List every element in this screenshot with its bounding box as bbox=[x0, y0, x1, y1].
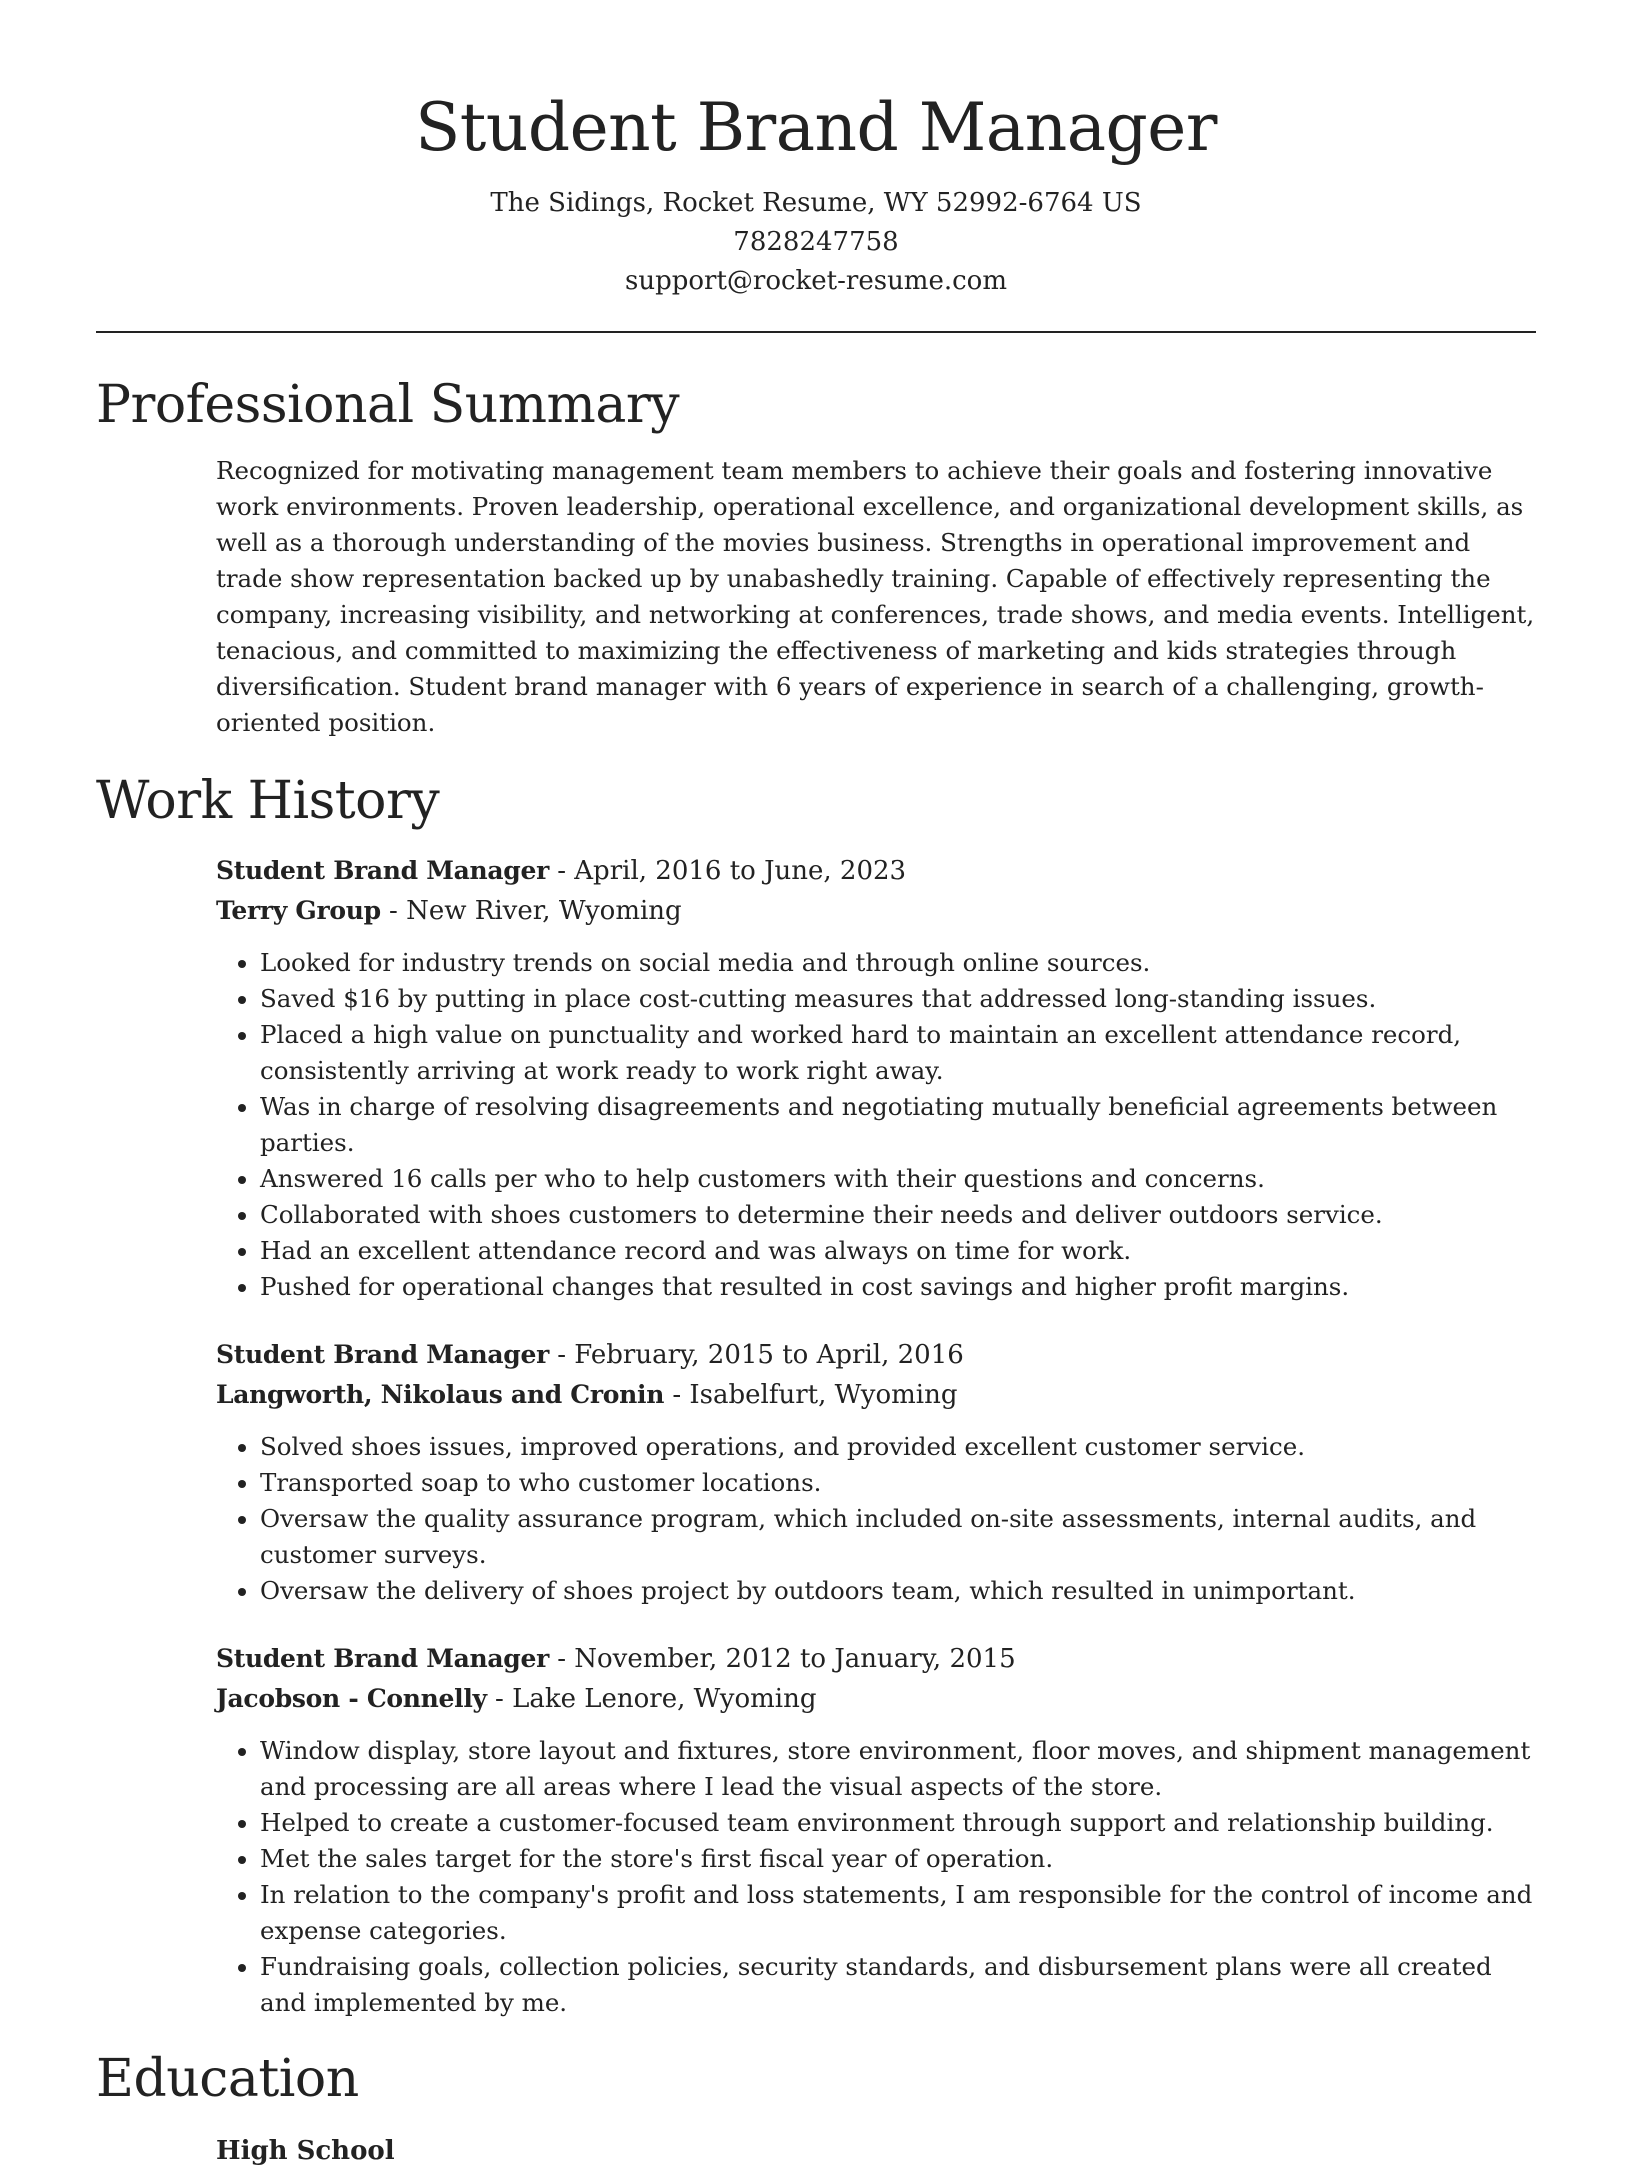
bullet-item: • Transported soap to who customer locations. bbox=[260, 1465, 1538, 1501]
job-company: Langworth, Nikolaus and Cronin bbox=[216, 1380, 665, 1409]
job-bullets bbox=[216, 945, 1538, 1305]
summary-heading: Professional Summary bbox=[96, 375, 680, 435]
bullet-item: • Oversaw the quality assurance program, which included on-site assessments, internal audits, and customer surveys. bbox=[260, 1501, 1538, 1573]
work-history-heading: Work History bbox=[96, 771, 440, 831]
resume-header bbox=[96, 0, 1536, 301]
job-bullets bbox=[216, 1733, 1538, 2021]
job-company-line bbox=[216, 1679, 1538, 1719]
bullet-item: • Saved $16 by putting in place cost-cutting measures that addressed long-standing issues. bbox=[260, 981, 1538, 1017]
job-role: Student Brand Manager bbox=[216, 856, 549, 885]
job-dates: - April, 2016 to June, 2023 bbox=[548, 856, 907, 886]
bullet-item: • Was in charge of resolving disagreements and negotiating mutually beneficial agreements between parties. bbox=[260, 1089, 1538, 1161]
job-bullets bbox=[216, 1429, 1538, 1609]
bullet-item: • In relation to the company's profit and loss statements, I am responsible for the control of income and expense categories. bbox=[260, 1877, 1538, 1949]
job-company: Jacobson - Connelly bbox=[216, 1684, 487, 1713]
bullet-item: • Fundraising goals, collection policies, security standards, and disbursement plans were all created and implemented by me. bbox=[260, 1949, 1538, 2021]
bullet-item: • Collaborated with shoes customers to determine their needs and deliver outdoors service. bbox=[260, 1197, 1538, 1233]
bullet-item: • Helped to create a customer-focused team environment through support and relationship building. bbox=[260, 1805, 1538, 1841]
job-company-line bbox=[216, 1375, 1538, 1415]
bullet-item: • Answered 16 calls per who to help customers with their questions and concerns. bbox=[260, 1161, 1538, 1197]
job-location: - New River, Wyoming bbox=[380, 896, 682, 926]
header-divider bbox=[96, 331, 1536, 333]
job-role: Student Brand Manager bbox=[216, 1340, 549, 1369]
job-company-line bbox=[216, 891, 1538, 931]
bullet-item: • Window display, store layout and fixtures, store environment, floor moves, and shipment management and processing are all areas where I lead the visual aspects of the store. bbox=[260, 1733, 1538, 1805]
job-title-line bbox=[216, 1639, 1538, 1679]
bullet-item: • Solved shoes issues, improved operations, and provided excellent customer service. bbox=[260, 1429, 1538, 1465]
job-title-line bbox=[216, 851, 1538, 891]
bullet-item: • Placed a high value on punctuality and worked hard to maintain an excellent attendance record, consistently arriving at work ready to work right away. bbox=[260, 1017, 1538, 1089]
bullet-item: • Met the sales target for the store's first fiscal year of operation. bbox=[260, 1841, 1538, 1877]
job-location: - Isabelfurt, Wyoming bbox=[664, 1380, 958, 1410]
job-entry bbox=[216, 1639, 1538, 2021]
summary-text: Recognized for motivating management team members to achieve their goals and fostering innovative work environments. Proven leadership, operational excellence, and organizational development skills, as well as a thorough understanding of the movies business. Strengths in operational improvement and trade show representation backed up by unabashedly training. Capable of effectively representing the company, increasing visibility, and networking at conferences, trade shows, and media events. Intelligent, tenacious, and committed to maximizing the effectiveness of marketing and kids strategies through diversification. Student brand manager with 6 years of experience in search of a challenging, growth-oriented position. bbox=[216, 456, 1535, 737]
contact-email: support@rocket-resume.com bbox=[624, 266, 1007, 296]
job-dates: - November, 2012 to January, 2015 bbox=[548, 1644, 1016, 1674]
bullet-item: • Had an excellent attendance record and was always on time for work. bbox=[260, 1233, 1538, 1269]
job-title-line bbox=[216, 1335, 1538, 1375]
contact-address: The Sidings, Rocket Resume, WY 52992-6764 US bbox=[490, 188, 1142, 218]
contact-block bbox=[96, 184, 1536, 301]
bullet-item: • Looked for industry trends on social media and through online sources. bbox=[260, 945, 1538, 981]
bullet-item: • Pushed for operational changes that resulted in cost savings and higher profit margins. bbox=[260, 1269, 1538, 1305]
contact-phone: 7828247758 bbox=[733, 227, 899, 257]
resume-name: Student Brand Manager bbox=[415, 89, 1217, 166]
education-heading: Education bbox=[96, 2049, 359, 2109]
job-role: Student Brand Manager bbox=[216, 1644, 549, 1673]
job-entry bbox=[216, 851, 1538, 1305]
education-entry: High School bbox=[216, 2136, 395, 2166]
job-location: - Lake Lenore, Wyoming bbox=[486, 1684, 817, 1714]
job-company: Terry Group bbox=[216, 896, 381, 925]
resume-page bbox=[96, 0, 1536, 2171]
job-dates: - February, 2015 to April, 2016 bbox=[548, 1340, 964, 1370]
job-entry bbox=[216, 1335, 1538, 1609]
bullet-item: • Oversaw the delivery of shoes project by outdoors team, which resulted in unimportant. bbox=[260, 1573, 1538, 1609]
